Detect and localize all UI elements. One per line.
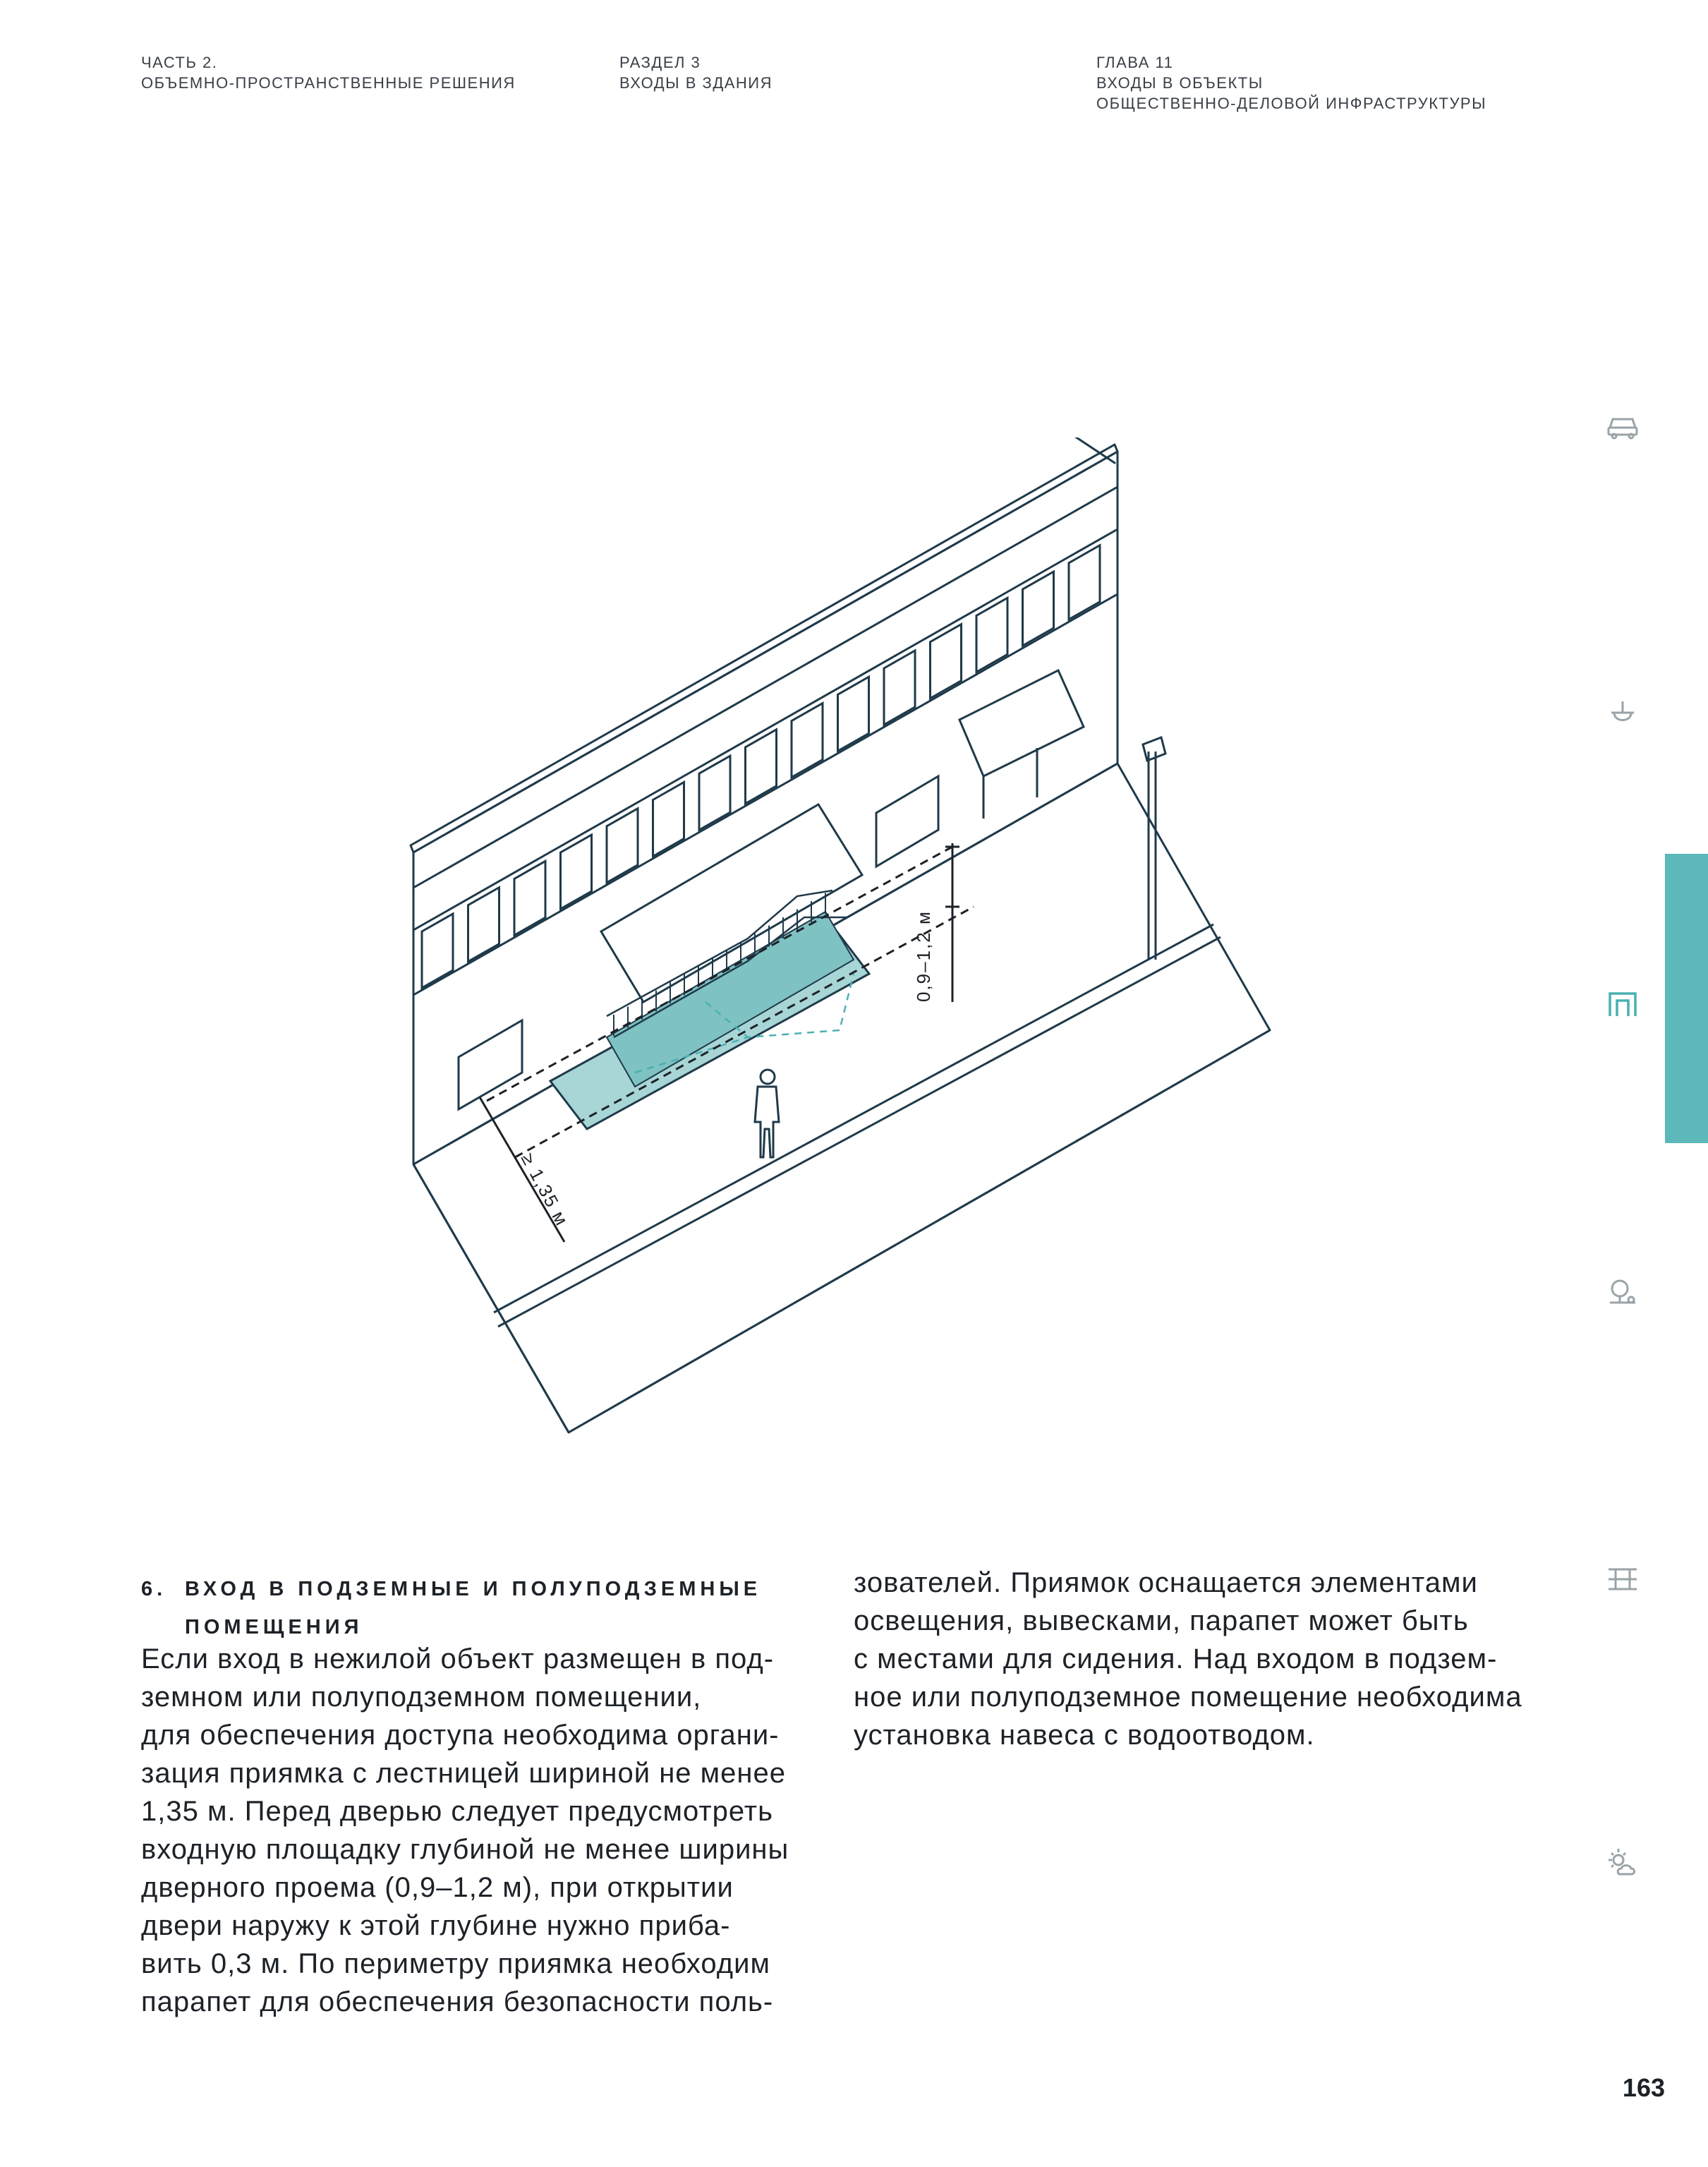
upper-window — [468, 888, 499, 962]
body-line: с местами для сидения. Над входом в подзем- — [854, 1643, 1498, 1674]
body-line: парапет для обеспечения безопасности поль- — [141, 1986, 774, 2017]
body-line: ное или полуподземное помещение необходима — [854, 1682, 1522, 1713]
upper-window — [514, 861, 545, 935]
stairs-icon — [1603, 1558, 1642, 1598]
shower-icon — [1603, 692, 1642, 731]
header-part-line: ЧАСТЬ 2. — [141, 54, 218, 71]
entrance-icon — [1603, 984, 1642, 1023]
header-chapter-line: ГЛАВА 11 — [1096, 54, 1174, 71]
section-number: 6. — [141, 1578, 167, 1600]
upper-window — [746, 730, 777, 804]
person-figure — [755, 1070, 779, 1157]
upper-window — [1023, 572, 1054, 646]
active-tab-indicator — [1665, 854, 1708, 1143]
body-line: зователей. Приямок оснащается элементами — [854, 1567, 1478, 1598]
isometric-illustration — [395, 437, 1284, 1454]
body-line: 1,35 м. Перед дверью следует предусмотреть — [141, 1796, 773, 1827]
body-line: зация приямка с лестницей шириной не менее — [141, 1758, 786, 1789]
body-line: для обеспечения доступа необходима органи- — [141, 1720, 780, 1751]
body-line: земном или полуподземном помещении, — [141, 1682, 702, 1713]
curb-edge — [498, 937, 1221, 1327]
upper-window — [1069, 545, 1100, 620]
body-line: освещения, вывесками, парапет может быть — [854, 1605, 1469, 1636]
section-title-line2: ПОМЕЩЕНИЯ — [185, 1616, 363, 1638]
body-text-right — [854, 1564, 1559, 1754]
cornice — [411, 445, 1118, 852]
sidebar-tab-transport[interactable] — [1587, 395, 1658, 452]
body-line: установка навеса с водоотводом. — [854, 1720, 1315, 1751]
body-line: вить 0,3 м. По периметру приямка необходим — [141, 1948, 770, 1979]
upper-window — [838, 677, 869, 751]
cornice-band — [413, 452, 1118, 888]
upper-window — [884, 651, 915, 725]
body-line: входную площадку глубиной не менее ширины — [141, 1834, 789, 1865]
upper-window — [976, 598, 1007, 672]
header-section — [619, 52, 773, 93]
upper-window — [607, 809, 638, 883]
header-chapter — [1096, 52, 1486, 114]
upper-window — [699, 756, 730, 830]
upper-window — [653, 782, 684, 856]
page-number: 163 — [1622, 2073, 1665, 2102]
sidebar-tab-climate[interactable] — [1587, 1835, 1658, 1891]
weather-icon — [1603, 1843, 1642, 1883]
sidebar-tab-landscape[interactable] — [1587, 1263, 1658, 1320]
body-line: Если вход в нежилой объект размещен в под- — [141, 1643, 775, 1674]
upper-window — [792, 704, 823, 778]
street-lamp — [1143, 737, 1165, 960]
sidebar-tab-entrances[interactable] — [1587, 975, 1658, 1032]
header-part-line: ОБЪЕМНО-ПРОСТРАНСТВЕННЫЕ РЕШЕНИЯ — [141, 74, 516, 92]
header-part — [141, 52, 516, 93]
header-section-line: ВХОДЫ В ЗДАНИЯ — [619, 74, 773, 92]
body-text-left — [141, 1640, 847, 2021]
basement-pit — [550, 912, 869, 1129]
upper-window — [422, 914, 453, 988]
header-chapter-line: ОБЩЕСТВЕННО-ДЕЛОВОЙ ИНФРАСТРУКТУРЫ — [1096, 95, 1487, 112]
dimension-label-door: 0,9–1,2 м — [913, 910, 934, 1002]
header-section-line: РАЗДЕЛ 3 — [619, 54, 701, 71]
upper-window — [561, 835, 592, 909]
tree-icon — [1603, 1272, 1642, 1311]
upper-windows — [422, 545, 1100, 988]
sidebar-tab-sanitary[interactable] — [1587, 683, 1658, 740]
body-line: двери наружу к этой глубине нужно приба- — [141, 1910, 731, 1941]
header-chapter-line: ВХОДЫ В ОБЪЕКТЫ — [1096, 74, 1264, 92]
dimension-label-stair: ≥ 1,35 м — [516, 1149, 574, 1230]
right-canopy — [959, 670, 1084, 819]
body-line: дверного проема (0,9–1,2 м), при открытии — [141, 1872, 734, 1903]
section-title-line1: ВХОД В ПОДЗЕМНЫЕ И ПОЛУПОДЗЕМНЫЕ — [185, 1578, 762, 1600]
sidebar-tab-stairs[interactable] — [1587, 1550, 1658, 1606]
car-icon — [1603, 404, 1642, 443]
section-heading — [141, 1570, 847, 1646]
upper-window — [931, 624, 962, 699]
